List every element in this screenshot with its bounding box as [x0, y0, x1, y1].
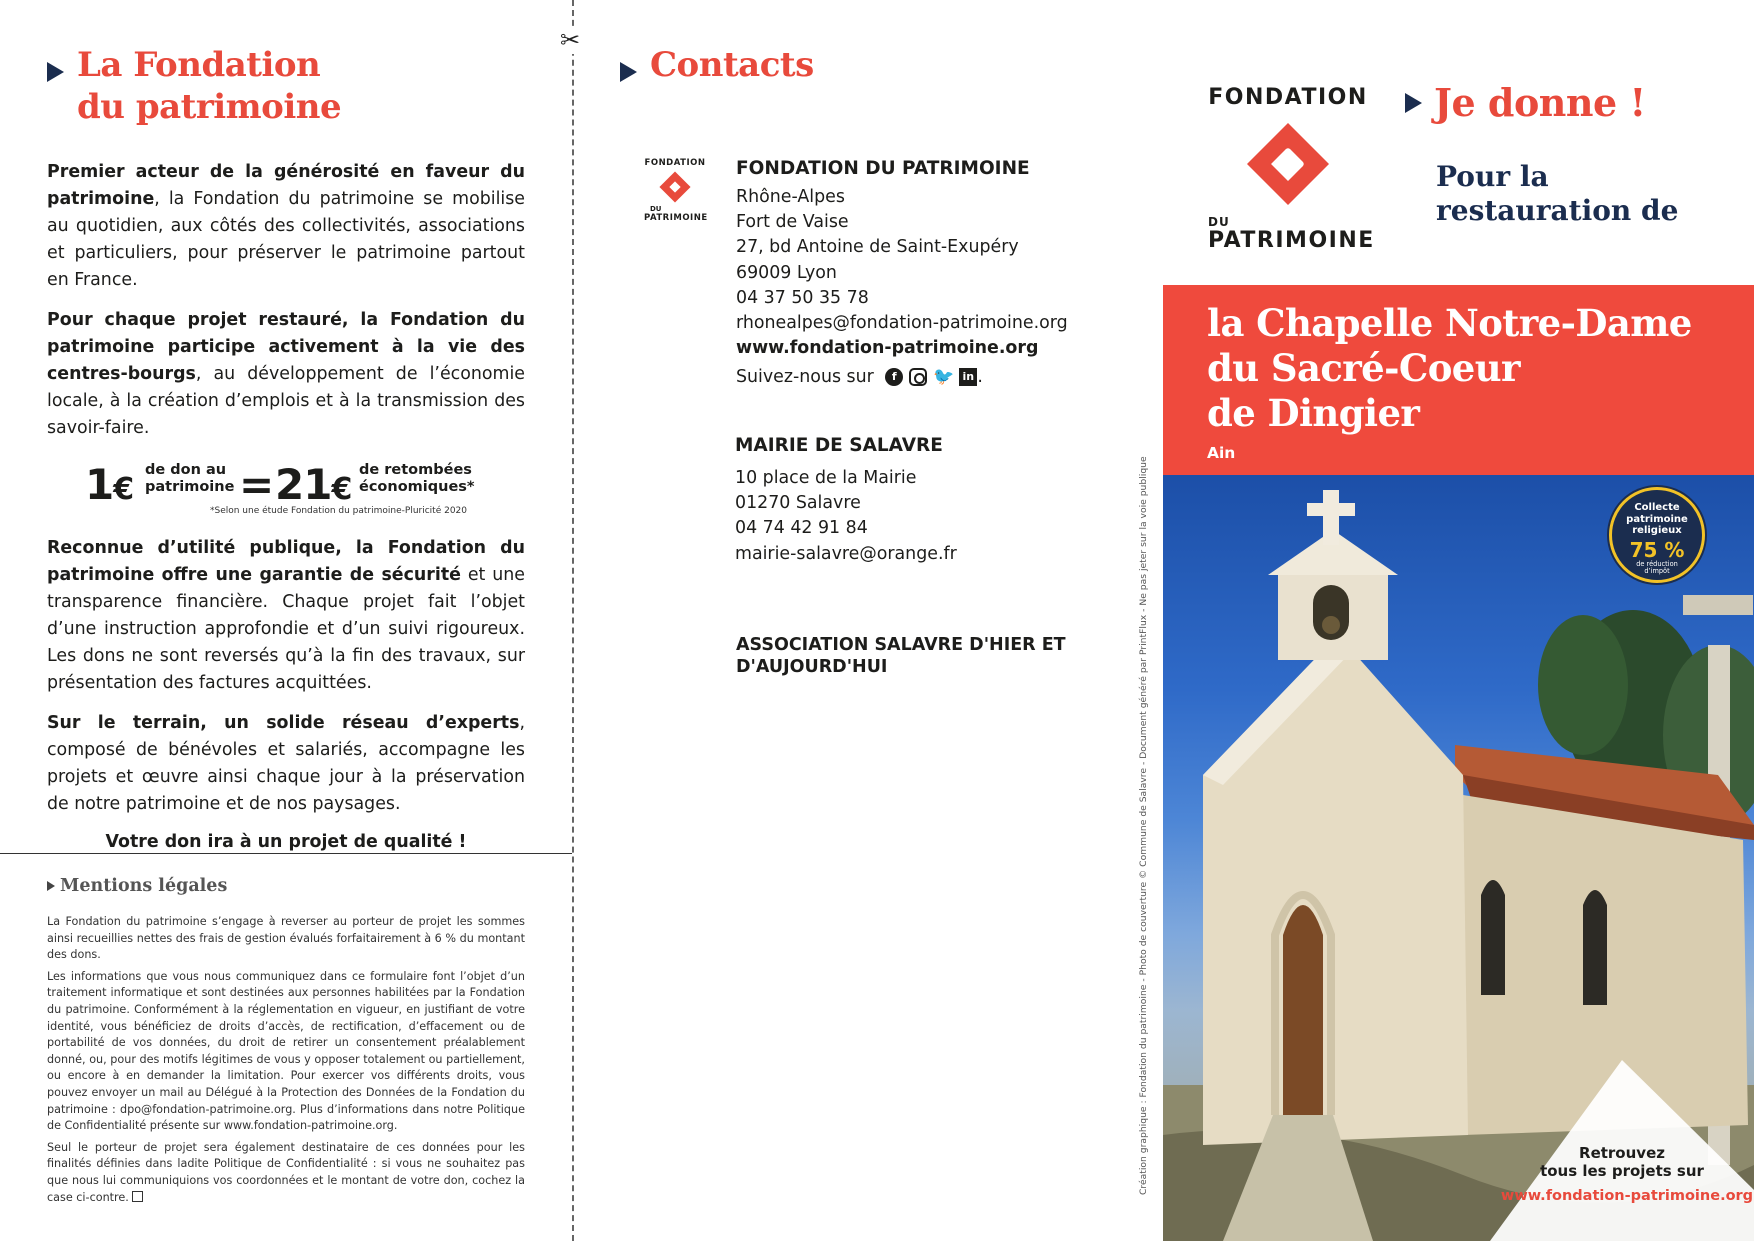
twitter-icon[interactable]: 🐦 [933, 367, 955, 388]
mairie-phone: 04 74 42 91 84 [735, 518, 868, 539]
paragraph-projects: Pour chaque projet restauré, la Fondation du patrimoine participe activement à la vie des centres-bourgs, au développement de l’économie locale, à la création d’emplois et à la transmission des savoir-faire. [47, 310, 525, 438]
donate-title: Je donne ! [1434, 80, 1646, 125]
contacts-title: Contacts [650, 45, 814, 85]
find-projects-box: Retrouvez tous les projets sur www.fondation-patrimoine.org [1490, 1144, 1754, 1204]
section-divider [0, 853, 572, 854]
diamond-logo-icon [659, 171, 690, 202]
legal-paragraph-fees: La Fondation du patrimoine s’engage à reverser au porteur de projet les sommes ainsi recueillies nettes des frais de gestion évalués forfaitairement à 6 % du montant des dons. [47, 915, 525, 962]
triangle-bullet-icon [47, 881, 55, 891]
follow-us-line: Suivez-nous sur f 🐦 in . [736, 367, 983, 388]
facebook-icon[interactable]: f [885, 368, 903, 386]
fold-cut-line [572, 0, 574, 1241]
mairie-email-link[interactable]: mairie-salavre@orange.fr [735, 543, 957, 564]
project-region: Ain [1207, 444, 1236, 462]
project-title: la Chapelle Notre-Dame du Sacré-Coeur de Dingier [1207, 301, 1692, 435]
mairie-name: MAIRIE DE SALAVRE [735, 435, 943, 456]
project-banner [1163, 285, 1754, 475]
fondation-presentation [47, 44, 525, 852]
fondation-website-link[interactable]: www.fondation-patrimoine.org [736, 338, 1039, 359]
fondation-email-link[interactable]: rhonealpes@fondation-patrimoine.org [736, 313, 1068, 334]
social-icons [885, 368, 977, 386]
fondation-logo: FONDATION DU PATRIMOINE [1208, 85, 1375, 253]
mairie-city: 01270 Salavre [735, 493, 861, 514]
donate-subtitle: Pour la restauration de [1436, 160, 1679, 227]
fondation-street: 27, bd Antoine de Saint-Exupéry [736, 237, 1019, 258]
equation-equals: = [239, 460, 274, 509]
equation-right-value: 21€ [275, 460, 352, 509]
legal-body [47, 914, 525, 1206]
fondation-mini-logo: FONDATION DU PATRIMOINE [644, 158, 708, 223]
closing-statement: Votre don ira à un projet de qualité ! [105, 832, 467, 852]
impact-equation [47, 458, 525, 522]
fondation-region: Rhône-Alpes [736, 187, 845, 207]
fondation-phone: 04 37 50 35 78 [736, 287, 869, 308]
consent-checkbox[interactable] [132, 1191, 143, 1202]
legal-paragraph-data: Les informations que vous nous communiquez dans ce formulaire font l’objet d’un traitement informatique et sont destinées aux personnes habilitées par la Fondation du patrimoine. Conformément à la réglementation en vigueur, en justifiant de votre identité, vous bénéficiez de droits d’accès, de rectification, d’effacement ou de portabilité de vos données, du droit de retirer un consentement préalablement donné, ou, pour des motifs légitimes de vous y opposer totalement ou partiellement, ou encore à en demander la limitation. Pour exercer vos différents droits, vous pouvez envoyer un mail au Délégué à la Protection des Données de la Fondation du patrimoine : dpo@fondation-patrimoine.org. Plus d’informations dans notre Politique de Confidentialité présente sur www.fondation-patrimoine.org. [47, 969, 525, 1133]
paragraph-generosity: Premier acteur de la générosité en faveur du patrimoine, la Fondation du patrimoine se mobilise au quotidien, aux côtés des collectivités, associations et particuliers, pour préserver le patrimoine partout en France. [47, 162, 525, 290]
scissors-icon: ✂ [560, 26, 581, 54]
legal-title: Mentions légales [47, 876, 525, 896]
badge-value: 75 % [1629, 537, 1685, 562]
linkedin-icon[interactable]: in [959, 368, 977, 386]
contacts-section [620, 44, 1080, 86]
tax-reduction-badge: Collecte patrimoine religieux 75 % de réduction d’impôt [1609, 487, 1705, 583]
projects-website-link[interactable]: www.fondation-patrimoine.org [1500, 1188, 1754, 1204]
equation-left-value: 1€ [85, 460, 134, 509]
equation-left-label: de don au patrimoine [145, 462, 235, 495]
fondation-name: FONDATION DU PATRIMOINE [736, 158, 1030, 179]
section-heading [620, 44, 1080, 86]
legal-notice [47, 876, 525, 1206]
fondation-place: Fort de Vaise [736, 212, 849, 233]
instagram-icon[interactable] [909, 368, 927, 386]
mairie-street: 10 place de la Mairie [735, 468, 917, 488]
fondation-city: 69009 Lyon [736, 262, 837, 283]
paragraph-experts: Sur le terrain, un solide réseau d’experts, composé de bénévoles et salariés, accompagne les projets et œuvre ainsi chaque jour à la préservation de notre patrimoine et de nos paysages. [47, 713, 525, 814]
fondation-title: La Fondation du patrimoine [77, 45, 342, 127]
association-name: ASSOCIATION SALAVRE D'HIER ET D'AUJOURD'HUI [736, 635, 1066, 677]
paragraph-security: Reconnue d’utilité publique, la Fondation du patrimoine offre une garantie de sécurité et une transparence financière. Chaque projet fait l’objet d’une instruction approfondie et d’un suivi rigoureux. Les dons ne sont reversés qu’à la fin des travaux, sur présentation des factures acquittées. [47, 538, 525, 693]
legal-paragraph-consent: Seul le porteur de projet sera également destinataire de ces données pour les finalités définies dans ladite Politique de Confidentialité : si vous ne souhaitez pas que nous lui communiquions vos coordonnées et le montant de votre don, cochez la case ci-contre. [47, 1140, 525, 1204]
association-card [736, 634, 1066, 678]
donate-heading [1405, 80, 1646, 125]
diamond-logo-icon [1247, 123, 1329, 205]
triangle-bullet-icon [47, 62, 64, 82]
triangle-bullet-icon [620, 62, 637, 82]
triangle-bullet-icon [1405, 93, 1422, 113]
mairie-contact-card [735, 434, 957, 567]
cover-credit: Création graphique : Fondation du patrimoine - Photo de couverture © Commune de Salavre - Document généré par PrintFlux - Ne pas jeter sur la voie publique [1138, 456, 1149, 1195]
section-heading [47, 44, 525, 128]
equation-footnote: *Selon une étude Fondation du patrimoine-Pluricité 2020 [209, 506, 467, 516]
fondation-contact-card [736, 157, 1068, 391]
presentation-body [47, 159, 525, 852]
equation-right-label: de retombées économiques* [359, 462, 475, 495]
